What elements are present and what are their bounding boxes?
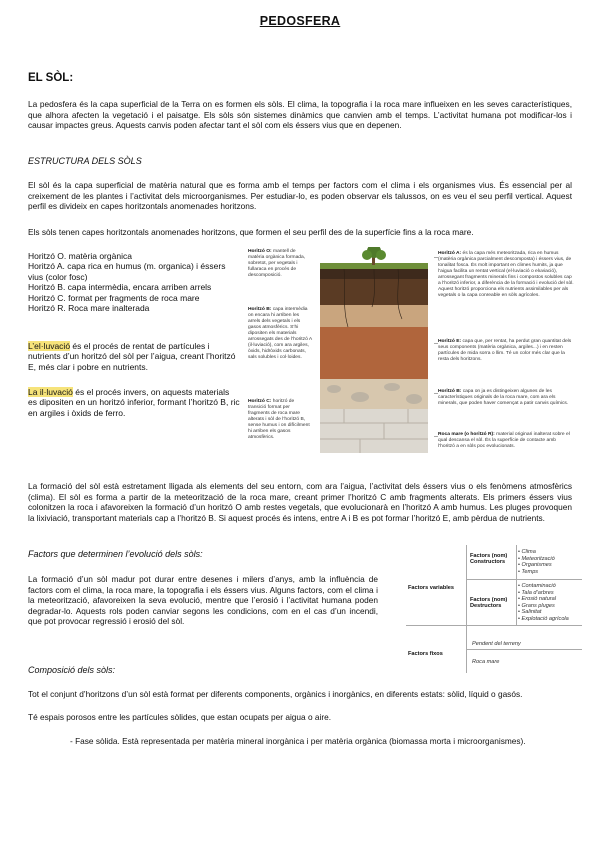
page-title: PEDOSFERA	[259, 14, 341, 28]
illuviacio-text: és el procés invers, on aquests materials es dipositen en un horitzó inferior, formant l’horitzó B, ric en argiles i òxids de ferro.	[28, 387, 240, 418]
composition-bullet-solid: - Fase sòlida. Està representada per matèria mineral inorgànica i per matèria orgànica (biomassa morta i microorganismes).	[70, 736, 526, 746]
illuviacio-paragraph	[28, 387, 240, 418]
eluviacio-paragraph	[28, 341, 240, 372]
horizon-o: Horitzó O. matèria orgànica	[28, 251, 132, 261]
factors-table	[406, 545, 582, 675]
figure-label-horizon-a: Horitzó A: és la capa més meteoritzada, rica en humus (matèria orgànica parcialment descomposta) i éssers vius, de tonalitat fosca. És molt important en climes humits, ja que l’aigua facilita un rentat vertical (el·luviació o eluviació), arrossegant fragments minerals fins i compostos solubles cap a l’horitzó inferior, a diferència de la formació i evolució del sòl. Aquest horitzó proporciona els nutrients assimilables per als vegetals o la capa conreable en sòls agrícoles.	[438, 251, 574, 298]
figure-label-bedrock: Roca mare (o horitzó R): material originari inalterat sobre el qual descansa el sòl. És la superfície de contacte amb l’horitzó a en sòls poc evolucionats.	[438, 432, 570, 449]
structure-paragraph-1: El sòl és la capa superficial de matèria natural que es forma amb el temps per factors com el clima i els organismes vius. És essencial per al creixement de les plantes i l’activitat dels microorganismes. Per estudiar-lo, es poden observar els talussos, on es veu el seu perfil vertical. Aquest perfil es divideix en capes horitzontals anomenades horitzons.	[28, 180, 572, 212]
fixed-factor-slope: Pendent del terreny	[472, 641, 521, 647]
constructors-list: • Clima • Meteorització • Organismes • Temps	[518, 549, 555, 575]
structure-paragraph-2: Els sòls tenen capes horitzontals anomenades horitzons, que formen el seu perfil des de la superfície fins a la roca mare.	[28, 227, 474, 237]
figure-label-horizon-e: Horitzó E: capa que, per rentat, ha perdut gran quantitat dels seus components (matèria orgànica, argiles...) i en resten partícules de mida sorra o llim. Té un color més clar que la resta dels horitzons.	[438, 339, 572, 362]
intro-paragraph: La pedosfera és la capa superficial de la Terra on es formen els sòls. El clima, la topografia i la roca mare influeixen en les seves característiques, que alhora afecten la vegetació i el paisatge. Els sòls són sistemes dinàmics que canvien amb el temps. L’activitat humana pot modificar-los i causar impactes greus. Aquests canvis poden afectar tant el sòl com els éssers vius que en depenen.	[28, 99, 572, 131]
horizon-e-layer	[320, 305, 428, 327]
composition-line-2: Té espais porosos entre les partícules sòlides, que estan ocupats per aigua o aire.	[28, 712, 332, 722]
formation-paragraph: La formació del sòl està estretament lligada als elements del seu entorn, com ara l’aigua, l’activitat dels éssers vius o els fenòmens atmosfèrics (clima). El sòl es forma a partir de la meteorització de la roca mare, creant primer l’horitzó C amb fragments alterats. Els primers éssers vius colonitzen la roca i afavoreixen la formació d’un horitzó O amb restes vegetals, que evolucionarà en l’horitzó A amb humus. Les pluges provoquen la lixiviació, transportant materials cap a l’horitzó B. Si aquest procés és intens, entre A i B es pot formar l’horitzó E, amb pèrdua de nutrients.	[28, 481, 572, 523]
figure-label-horizon-b-right: Horitzó B: capa on ja es distingeixen algunes de les característiques originals de la roca mare, com ara els minerals, que poden haver començat a patir canvis químics.	[438, 389, 569, 406]
bedrock-layer	[320, 409, 428, 453]
fixed-factor-bedrock: Roca mare	[472, 659, 500, 665]
soil-profile-figure	[248, 247, 576, 459]
illuviacio-term: La il·luvació	[28, 387, 73, 397]
composition-line-1: Tot el conjunt d’horitzons d’un sòl està format per diferents components, orgànics i inorgànics, en diferents estats: sòlid, líquid o gasós.	[28, 689, 523, 699]
tree-icon	[362, 247, 386, 265]
horizons-list	[28, 251, 238, 313]
eluviacio-term: L’el·luvació	[28, 341, 71, 351]
figure-label-horizon-c: Horitzó C: horitzó de transició format per fragments de roca mare alterats i sòl de l’horitzó B, sense humus i on difícilment hi arriben els gasos atmosfèrics.	[248, 399, 310, 440]
destructors-list: • Contaminació • Tala d’arbres • Erosió natural • Grans pluges • Salinitat • Explotació agrícola	[518, 583, 569, 622]
horizon-c-layer	[320, 379, 428, 409]
soil-block-illustration	[314, 247, 434, 459]
figure-label-horizon-b: Horitzó B: capa intermèdia on encara hi arriben les arrels dels vegetals i els gasos atmosfèrics. S’hi dipositen els materials arrossegats des de l’horitzó A (il·luviació), com ara argiles, òxids, hidròxids carbonats, sals solubles i col·loides.	[248, 307, 312, 360]
composition-heading: Composició dels sòls:	[28, 665, 116, 675]
figure-label-horizon-o: Horitzó O: mantell de matèria orgànica formada, sobretot, per vegetals i fullaraca en procés de descomposició.	[248, 249, 306, 278]
constructors-head: Factors (nom) Constructors	[470, 553, 508, 565]
horizon-r: Horitzó R. Roca mare inalterada	[28, 303, 150, 314]
section-heading: EL SÒL:	[28, 72, 74, 84]
factors-paragraph: La formació d’un sòl madur pot durar entre desenes i milers d’anys, amb la influència de factors com el clima, la roca mare, la topografia i els éssers vius. Alguns factors, com el clima i la meteorització, afavoreixen la seva evolució, mentre que l’erosió i l’activitat humana poden degradar-lo. Aquests rols poden canviar segons les condicions, com en el cas d’un incendi, que pot provocar regressió i erosió del sòl.	[28, 574, 378, 627]
factors-variable-label: Factors variables	[408, 585, 455, 591]
eluviacio-text: és el procés de rentat de partícules i nutrients d’un horitzó del sòl per l’aigua, creant l’horitzó E, més clar i pobre en nutrients.	[28, 341, 236, 372]
factors-heading: Factors que determinen l’evolució dels sòls:	[28, 549, 203, 559]
destructors-head: Factors (nom) Destructors	[470, 597, 508, 609]
horizon-c: Horitzó C. format per fragments de roca mare	[28, 292, 200, 303]
structure-heading: ESTRUCTURA DELS SÒLS	[28, 156, 142, 166]
horizon-b: Horitzó B. capa intermèdia, encara arriben arrels	[28, 282, 212, 293]
horizon-a: Horitzó A. capa rica en humus (m. organica) i éssers vius (color fosc)	[28, 261, 226, 282]
factors-fixed-label: Factors fixos	[408, 651, 443, 657]
horizon-b-layer	[320, 327, 428, 379]
